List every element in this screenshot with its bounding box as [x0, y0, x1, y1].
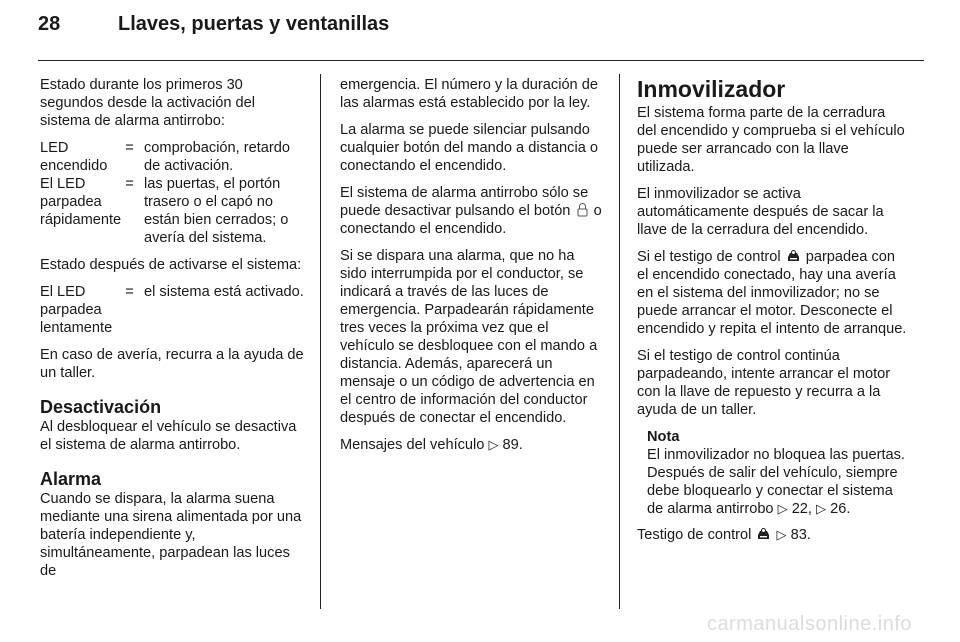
paragraph: [340, 436, 605, 454]
after-activation-paragraph: Estado después de activarse el sistema:: [40, 257, 302, 273]
definition-row: [40, 283, 305, 337]
page-reference-arrow-icon: ▷: [816, 501, 827, 516]
page-header: [38, 13, 389, 47]
page-reference[interactable]: 83.: [790, 527, 811, 543]
paragraph: [637, 248, 907, 338]
page-number: 28: [38, 13, 61, 35]
definition-term: El LED parpadea rápidamente: [40, 176, 122, 228]
column-1: [40, 76, 305, 589]
paragraph: El sistema forma parte de la cerradura del encendido y comprueba si el vehículo puede ser arrancado con la llave utilizada.: [637, 105, 905, 175]
definition-row: [40, 139, 305, 175]
column-3: [637, 76, 907, 553]
paragraph: [340, 184, 605, 238]
fault-paragraph: En caso de avería, recurra a la ayuda de un taller.: [40, 347, 304, 381]
text-fragment: o conectando el encendido.: [340, 203, 602, 237]
immobiliser-warning-light-icon: [787, 250, 800, 263]
page-reference-arrow-icon: ▷: [488, 437, 499, 452]
note-text: [647, 446, 907, 518]
watermark: carmanualsonline.info: [706, 613, 912, 635]
column-divider: [619, 74, 620, 609]
text-fragment: El inmovilizador no bloquea las puertas. Después de salir del vehículo, siempre debe bloquearlo y conectar el sistema de alarma antirrobo: [647, 447, 905, 517]
note-box: [647, 428, 907, 518]
status-list-activated: [40, 283, 305, 337]
definition-term: El LED parpadea lentamente: [40, 284, 113, 336]
definition-separator: =: [125, 284, 134, 300]
section-heading-alarma: Alarma: [40, 469, 102, 489]
definition-separator: =: [125, 140, 134, 156]
page-reference[interactable]: 89.: [502, 437, 523, 453]
immobiliser-warning-light-icon: [757, 528, 770, 541]
paragraph: Si se dispara una alarma, que no ha sido interrumpida por el conductor, se indicará a través de las luces de emergencia. Parpadearán rápidamente tres veces la próxima vez que el vehículo se desbloquee con el mando a distancia. Además, aparecerá un mensaje o un código de advertencia en el centro de información del conductor después de conectar el encendido.: [340, 248, 598, 426]
definition-text: el sistema está activado.: [144, 284, 304, 300]
column-divider: [320, 74, 321, 609]
definition-text: comprobación, retardo de activación.: [144, 140, 291, 174]
text-fragment: El sistema de alarma antirrobo sólo se puede desactivar pulsando el botón: [340, 185, 589, 219]
page-reference-arrow-icon: ▷: [776, 527, 787, 542]
text-fragment: Si el testigo de control: [637, 249, 781, 265]
definition-text: las puertas, el portón trasero o el capó no están bien cerrados; o avería del sistema.: [144, 176, 289, 246]
page-reference[interactable]: 26.: [830, 501, 851, 517]
definition-term: LED encendido: [40, 140, 108, 174]
definition-separator: =: [125, 176, 134, 192]
text-fragment: parpadea con el encendido conectado, hay una avería en el sistema del inmovilizador; no se puede arrancar el motor. Desconecte el encendido y repita el intento de arranque.: [637, 249, 907, 337]
page-reference[interactable]: 22,: [791, 501, 812, 517]
text-fragment: Mensajes del vehículo: [340, 437, 485, 453]
chapter-title: Llaves, puertas y ventanillas: [118, 13, 390, 35]
section-heading-desactivacion: Desactivación: [40, 397, 162, 417]
deactivation-paragraph: Al desbloquear el vehículo se desactiva el sistema de alarma antirrobo.: [40, 419, 297, 453]
alarm-paragraph: Cuando se dispara, la alarma suena mediante una sirena alimentada por una batería independiente y, simultáneamente, parpadean las luces de: [40, 491, 302, 579]
paragraph: emergencia. El número y la duración de las alarmas está establecido por la ley.: [340, 77, 598, 111]
paragraph: Si el testigo de control continúa parpadeando, intente arrancar el motor con la llave de repuesto y recurra a la ayuda de un taller.: [637, 348, 891, 418]
paragraph: [637, 526, 907, 544]
section-heading-inmovilizador: Inmovilizador: [637, 76, 786, 102]
note-title: Nota: [647, 429, 680, 445]
lock-button-icon: [577, 202, 588, 217]
intro-paragraph: Estado durante los primeros 30 segundos desde la activación del sistema de alarma antirrobo:: [40, 77, 256, 129]
definition-row: [40, 175, 305, 247]
column-2: [340, 76, 605, 463]
paragraph: La alarma se puede silenciar pulsando cualquier botón del mando a distancia o conectando el encendido.: [340, 122, 598, 174]
header-rule: [38, 60, 924, 61]
text-fragment: Testigo de control: [637, 527, 752, 543]
page-reference-arrow-icon: ▷: [777, 501, 788, 516]
paragraph: El inmovilizador se activa automáticamente después de sacar la llave de la cerradura del encendido.: [637, 186, 884, 238]
status-list-initial: [40, 139, 305, 247]
